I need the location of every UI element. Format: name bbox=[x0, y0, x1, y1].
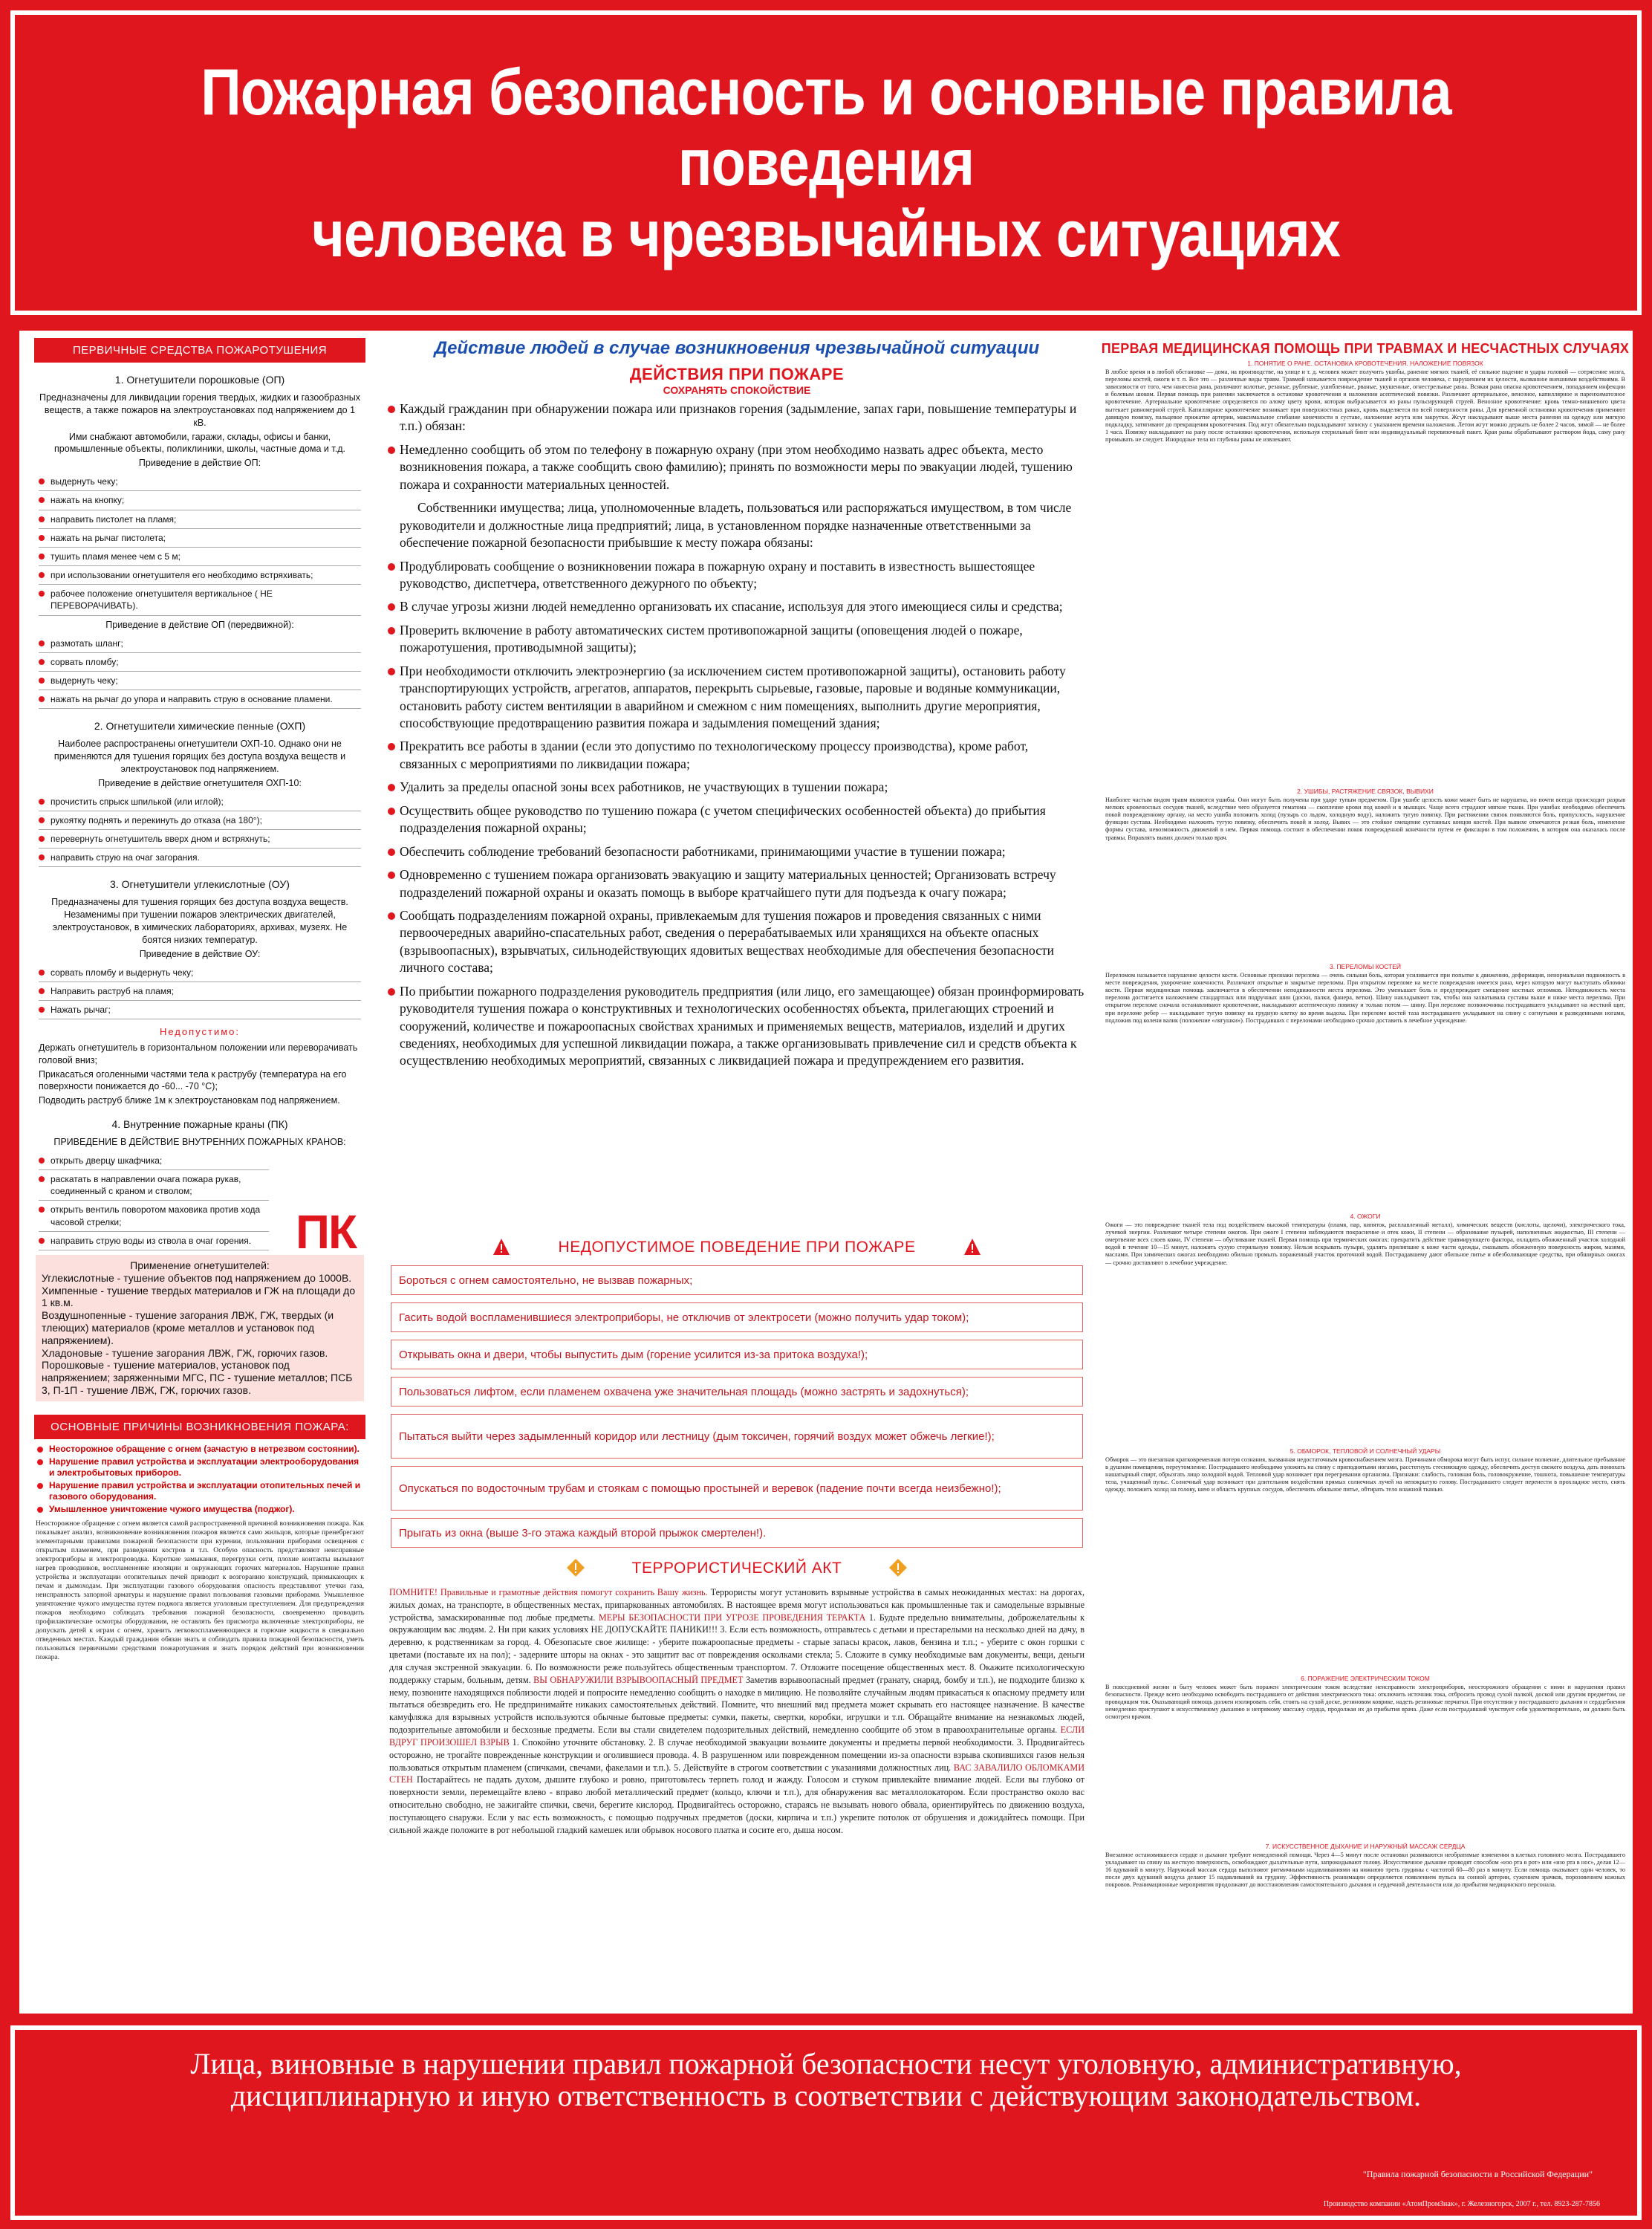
list-item: нажать на рычаг пистолета; bbox=[39, 529, 361, 548]
op-steps2 bbox=[39, 635, 361, 710]
left-column bbox=[28, 334, 371, 2011]
fire-paragraph: Осуществить общее руководство по тушению пожара (с учетом специфических особенностей объекта) до прибытия подразделения пожарной охраны; bbox=[388, 802, 1089, 837]
list-item: тушить пламя менее чем с 5 м; bbox=[39, 548, 361, 566]
warning-icon bbox=[963, 1237, 982, 1256]
aid-heading: 6. ПОРАЖЕНИЕ ЭЛЕКТРИЧЕСКИМ ТОКОМ bbox=[1301, 1675, 1430, 1682]
cause-item: Нарушение правил устройства и эксплуатации электрооборудования и электробытовых приборов. bbox=[36, 1456, 364, 1479]
list-item: сорвать пломбу; bbox=[39, 653, 361, 672]
banned-item: Пользоваться лифтом, если пламенем охвачена уже значительная площадь (можно застрять и задохнуться); bbox=[391, 1377, 1083, 1406]
pk-subtitle: ПРИВЕДЕНИЕ В ДЕЙСТВИЕ ВНУТРЕННИХ ПОЖАРНЫХ КРАНОВ: bbox=[53, 1137, 346, 1148]
ou-steps bbox=[39, 964, 361, 1020]
ohp-desc: Наиболее распространены огнетушители ОХП-10. Однако они не применяются для тушения горящих без доступа воздуха веществ и электроустановок под напряжением. bbox=[53, 739, 346, 774]
aid-text: Внезапное остановившееся сердце и дыхание требуют немедленной помощи. Через 4—5 минут после остановки развиваются необратимые изменения в клетках головного мозга. Пострадавшего укладывают на спину на жесткую поверхность, освобождают дыхательные пути, запрокидывают голову. Искусственное дыхание проводят способом «изо рта в рот» или «изо рта в нос», делая 12—16 вдуваний в минуту. Наружный массаж сердца выполняют ритмичными надавливаниями на нижнюю треть грудины с частотой 60—80 раз в минуту. Если помощь оказывает один человек, то после двух вдуваний воздуха делают 15 надавливаний на грудину. Эффективность реанимации определяется появлением пульса на сонной артерии, сужением зрачков, порозовением кожных покровов. Реанимационные мероприятия продолжают до восстановления самостоятельного дыхания и сердечной деятельности или до прибытия медицинского персонала. bbox=[1105, 1852, 1625, 1889]
usage-line: Химпенные - тушение твердых материалов и ГЖ на площади до 1 кв.м. bbox=[42, 1284, 356, 1309]
list-item: при использовании огнетушителя его необходимо встряхивать; bbox=[39, 566, 361, 585]
fire-paragraph: Проверить включение в работу автоматических систем противопожарной защиты (оповещения людей о пожаре, пожаротушения, противодымной защиты); bbox=[388, 622, 1089, 657]
aid-heading: 1. ПОНЯТИЕ О РАНЕ. ОСТАНОВКА КРОВОТЕЧЕНИЯ. НАЛОЖЕНИЕ ПОВЯЗОК bbox=[1247, 360, 1483, 367]
fire-paragraph: В случае угрозы жизни людей немедленно организовать их спасание, используя для этого имеющиеся силы и средства; bbox=[388, 598, 1089, 615]
usage-title: Применение огнетушителей: bbox=[130, 1259, 270, 1272]
list-item: нажать на рычаг до упора и направить струю в основание пламени. bbox=[39, 690, 361, 709]
fire-paragraph: Немедленно сообщить об этом по телефону в пожарную охрану (при этом необходимо назвать адрес объекта, место возникновения пожара, а также сообщить свою фамилию); принять по возможности меры по эвакуации людей, тушению пожара и сохранности материальных ценностей. bbox=[388, 441, 1089, 493]
ou-action: Приведение в действие ОУ: bbox=[139, 948, 261, 959]
op-steps bbox=[39, 473, 361, 616]
ou-warning: Держать огнетушитель в горизонтальном положении или переворачивать головой вниз; bbox=[39, 1042, 358, 1065]
terror-red: МЕРЫ БЕЗОПАСНОСТИ ПРИ УГРОЗЕ ПРОВЕДЕНИЯ ТЕРАКТА bbox=[598, 1612, 866, 1623]
fire-paragraph: Одновременно с тушением пожара организовать эвакуацию и защиту материальных ценностей; Организовать встречу подразделений пожарной охраны и оказать помощь в выборе кратчайшего пути для подъезда к очагу пожара; bbox=[388, 866, 1089, 901]
terror-body: Постарайтесь не падать духом, дышите глубоко и ровно, приготовьтесь терпеть голод и жажду. Голосом и стуком привлекайте внимание людей. Если вы глубоко от поверхности земли, перемещайте влево - вправо любой металлический предмет (кольцо, ключи и т.п.), для обнаружения вас металлолокатором. Если пространство около вас относительно свободно, не зажигайте спички, свечи, берегите кислород. Продвигайтесь осторожно, стараясь не вызывать нового обвала, ориентируйтесь по движению воздуха, поступающего снаружи. Если у вас есть возможность, с помощью подручных предметов (доски, кирпича и т.п.) укрепите потолок от обрушения и дожидайтесь помощи. При сильной жажде положите в рот небольшой гладкий камешек или обрывок носового платка и сосите его, дыша носом. bbox=[389, 1774, 1084, 1835]
poster-header bbox=[10, 10, 1642, 315]
fire-causes-tab: ОСНОВНЫЕ ПРИЧИНЫ ВОЗНИКНОВЕНИЯ ПОЖАРА: bbox=[34, 1415, 365, 1439]
cause-item: Умышленное уничтожение чужого имущества (поджог). bbox=[36, 1504, 364, 1515]
fire-paragraph: При необходимости отключить электроэнергию (за исключением систем противопожарной защиты), остановить работу транспортирующих устройств, агрегатов, аппаратов, перекрыть сырьевые, газовые, паровые и водяные коммуникации, остановить работу систем вентиляции в аварийном и смежном с ним помещениях, выполнить другие мероприятия, способствующие предотвращению развития пожара и задымления помещений здания; bbox=[388, 663, 1089, 733]
first-aid-title: ПЕРВАЯ МЕДИЦИНСКАЯ ПОМОЩЬ ПРИ ТРАВМАХ И НЕСЧАСТНЫХ СЛУЧАЯХ bbox=[1101, 341, 1630, 356]
aid-heading: 5. ОБМОРОК, ТЕПЛОВОЙ И СОЛНЕЧНЫЙ УДАРЫ bbox=[1290, 1447, 1441, 1455]
usage-line: Углекислотные - тушение объектов под напряжением до 1000В. bbox=[42, 1271, 352, 1284]
list-item: выдернуть чеку; bbox=[39, 473, 361, 491]
footer-note: "Правила пожарной безопасности в Российской Федерации" bbox=[1362, 2169, 1593, 2179]
banned-behavior-banner bbox=[380, 1234, 1093, 1261]
extinguishers-section bbox=[28, 373, 371, 1250]
list-item: перевернуть огнетушитель вверх дном и встряхнуть; bbox=[39, 830, 361, 849]
fire-paragraph: Обеспечить соблюдение требований безопасности работниками, принимающими участие в тушении пожара; bbox=[388, 843, 1089, 860]
warning-icon bbox=[492, 1237, 511, 1256]
list-item: направить струю на очаг загорания. bbox=[39, 849, 361, 867]
emergency-actions-title: Действие людей в случае возникновения чрезвычайной ситуации bbox=[434, 338, 1040, 358]
list-item: открыть дверцу шкафчика; bbox=[39, 1152, 269, 1170]
list-item: сорвать пломбу и выдернуть чеку; bbox=[39, 964, 361, 982]
terror-body: 1. Будьте предельно внимательны, доброжелательны к окружающим вас людям. 2. Ни при каких условиях НЕ ДОПУСКАЙТЕ ПАНИКИ!!! 3. Если есть возможность, отправьтесь с детьми и престарелыми на несколько дней на дачу, в деревню, к родственникам за город. 4. Обезопасьте свое жилище: - уберите пожароопасные предметы - старые запасы красок, лаков, бензина и т.п.; - уберите с окон горшки с цветами (поставьте их на пол); - задерните шторы на окнах - это защитит вас от повреждения осколками стекла; 5. Сложите в сумку необходимые вам документы, вещи, деньги для случая экстренной эвакуации. 6. По возможности реже пользуйтесь общественным транспортом. 7. Отложите посещение общественных мест. 8. Окажите психологическую поддержку старым, больным, детям. bbox=[389, 1612, 1085, 1685]
poster-title: Пожарная безопасность и основные правила поведения человека в чрезвычайных ситуациях bbox=[201, 55, 1451, 270]
op-action2: Приведение в действие ОП (передвижной): bbox=[105, 619, 294, 630]
causes-body-text: Неосторожное обращение с огнем является самой распространенной причиной возникновения пожара. Как показывает анализ, возникновение возникновения пожаров является само жильцов, которые пренебрегают элементарными правилами пожарной безопасности при курении, пользовании приборами освещения с открытым пламенем, при разведении костров и т.п. Особую опасность представляют неисправные электроприборы и электропроводка. Короткие замыкания, перегрузки сети, плохие контакты вызывают нагрев проводников, воспламенение изоляции и окружающих горючих материалов. Нарушение правил устройства и эксплуатации отопительных печей приводит к возгоранию конструкций, примыкающих к печам и дымоходам. При эксплуатации газового оборудования опасность представляют утечки газа, неисправность запорной арматуры и нарушение правил пользования газовыми приборами. Умышленное уничтожение чужого имущества путем поджога является уголовным преступлением. Для предупреждения пожаров необходимо соблюдать требования пожарной безопасности, своевременно проводить профилактические осмотры оборудования, не оставлять без присмотра включенные электроприборы, не допускать детей к играм с огнем, хранить легковоспламеняющиеся и горючие жидкости в специально отведенных местах. Каждый гражданин обязан знать и соблюдать правила пожарной безопасности, уметь пользоваться первичными средствами пожаротушения и знать порядок действий при возникновении пожара. bbox=[36, 1519, 364, 1661]
banned-item: Опускаться по водосточным трубам и стоякам с помощью простыней и веревок (падение почти всегда неизбежно!); bbox=[391, 1466, 1083, 1511]
list-item: направить струю воды из ствола в очаг горения. bbox=[39, 1232, 269, 1250]
ou-warning: Прикасаться оголенными частями тела к раструбу (температура на его поверхности понижается до -60... -70 °С); bbox=[39, 1068, 347, 1092]
liability-text: Лица, виновные в нарушении правил пожарной безопасности несут уголовную, административную, дисциплинарную и иную ответственность в соответствии с действующим законодательством. bbox=[190, 2047, 1462, 2113]
op-title: 1. Огнетушители порошковые (ОП) bbox=[114, 374, 285, 386]
ou-desc: Предназначены для тушения горящих без доступа воздуха веществ. Незаменимы при тушении пожаров электрических двигателей, электроустановок, в химических лабораториях, архивах, музеях. Не боятся низких температур. bbox=[51, 897, 348, 945]
aid-heading: 2. УШИБЫ, РАСТЯЖЕНИЕ СВЯЗОК, ВЫВИХИ bbox=[1297, 788, 1434, 795]
ou-warning-title: Недопустимо: bbox=[159, 1026, 241, 1038]
list-item: нажать на кнопку; bbox=[39, 491, 361, 510]
pk-logo: ПК bbox=[296, 1205, 357, 1259]
ohp-steps bbox=[39, 793, 361, 868]
diamond-warning-icon bbox=[888, 1558, 908, 1577]
list-item: раскатать в направлении очага пожара рукав, соединенный с краном и стволом; bbox=[39, 1170, 269, 1201]
terror-banner bbox=[380, 1555, 1093, 1582]
fire-paragraph: Прекратить все работы в здании (если это допустимо по технологическому процессу производства), кроме работ, связанных с мероприятиями по ликвидации пожара; bbox=[388, 738, 1089, 773]
aid-heading: 4. ОЖОГИ bbox=[1350, 1213, 1381, 1220]
list-item: прочистить спрыск шпилькой (или иглой); bbox=[39, 793, 361, 811]
banned-item: Бороться с огнем самостоятельно, не вызвав пожарных; bbox=[391, 1265, 1083, 1295]
list-item: направить пистолет на пламя; bbox=[39, 510, 361, 529]
aid-text: Обморок — это внезапная кратковременная потеря сознания, вызванная недостаточным кровоснабжением мозга. Причинами обморока могут быть испуг, сильное волнение, длительное пребывание в душном помещении, переутомление. Пострадавшего необходимо уложить на спину с приподнятыми ногами, расстегнуть стесняющую одежду, обеспечить доступ свежего воздуха, дать понюхать нашатырный спирт, обрызгать лицо холодной водой. Тепловой удар возникает при перегревании организма. Признаки: слабость, головная боль, головокружение, тошнота, повышение температуры тела, учащенный пульс. Солнечный удар возникает при длительном воздействии прямых солнечных лучей на непокрытую голову. Пострадавшего следует перенести в прохладное место, снять одежду, положить холод на голову, шею и область крупных сосудов, обеспечить обильное питье, обтирать тело влажной тканью. bbox=[1105, 1456, 1625, 1493]
fire-actions-subtitle: СОХРАНЯТЬ СПОКОЙСТВИЕ bbox=[663, 384, 811, 396]
banned-item: Открывать окна и двери, чтобы выпустить дым (горение усилится из-за притока воздуха!); bbox=[391, 1340, 1083, 1369]
terror-body: Заметив взрывоопасный предмет (гранату, снаряд, бомбу и т.п.), не подходите близко к нему, позвоните находящихся поблизости людей и попросите немедленно сообщить о находке в милицию. Не позволяйте случайным людям прикасаться к опасному предмету или пытаться обезвредить его. Не предпринимайте никаких самостоятельных действий. Помните, что внешний вид предмета может скрывать его настоящее назначение. В качестве камуфляжа для взрывных устройств используются обычные бытовые предметы: сумки, пакеты, свертки, коробки, игрушки и т.п. Обращайте внимание на незнакомых людей, подозрительные автомобили и бесхозные предметы. Если вы стали свидетелем подозрительных действий, немедленно сообщите об этом в правоохранительные органы. bbox=[389, 1674, 1085, 1736]
aid-heading: 3. ПЕРЕЛОМЫ КОСТЕЙ bbox=[1329, 963, 1402, 970]
terror-title: ТЕРРОРИСТИЧЕСКИЙ АКТ bbox=[631, 1560, 842, 1577]
cause-item: Нарушение правил устройства и эксплуатации отопительных печей и газового оборудования. bbox=[36, 1480, 364, 1502]
right-column bbox=[1101, 334, 1630, 2011]
fire-actions-title: ДЕЙСТВИЯ ПРИ ПОЖАРЕ bbox=[629, 365, 845, 383]
terror-red: ЕСЛИ ВДРУГ ПРОИЗОШЕЛ ВЗРЫВ bbox=[389, 1725, 1085, 1748]
terror-red: ВАС ЗАВАЛИЛО ОБЛОМКАМИ СТЕН bbox=[389, 1762, 1085, 1785]
aid-text: Ожоги — это повреждение тканей тела под воздействием высокой температуры (пламя, пар, кипяток, расплавленный металл), химических веществ (кислоты, щелочи), электрического тока, лучевой энергии. Различают четыре степени ожогов. При ожоге I степени наблюдаются покраснение и отек кожи, II степени — образование пузырей, наполненных жидкостью, III степени — омертвение всех слоев кожи, IV степени — обугливание тканей. Первая помощь при термических ожогах: прекратить действие травмирующего фактора, охладить обожженный участок холодной водой в течение 10—15 минут, наложить сухую стерильную повязку. Нельзя вскрывать пузыри, удалять прилипшие к коже части одежды, смазывать обожженную поверхность жиром, мазями, маслами. При химических ожогах необходимо обильно промыть пораженный участок проточной водой. Пострадавшему дают обильное питье и обезболивающие средства, при обширных ожогах — срочно доставляют в лечебное учреждение. bbox=[1105, 1221, 1625, 1266]
primary-extinguishing-tab: ПЕРВИЧНЫЕ СРЕДСТВА ПОЖАРОТУШЕНИЯ bbox=[34, 338, 365, 363]
center-column bbox=[380, 334, 1093, 2011]
banned-item: Гасить водой воспламенившиеся электроприборы, не отключив от электросети (можно получить удар током); bbox=[391, 1302, 1083, 1332]
list-item: Нажать рычаг; bbox=[39, 1001, 361, 1019]
aid-text: Наиболее частым видом травм являются ушибы. Они могут быть получены при ударе тупым предметом. При ушибе целость кожи может быть не нарушена, но почти всегда происходит разрыв мелких кровеносных сосудов тканей, вследствие чего образуется гематома — скопление крови под кожей и в мышцах. Чаще всего страдают мягкие ткани. При ушибах необходимо обеспечить покой поврежденному органу, на место ушиба положить холод (пузырь со льдом, холодную воду), наложить тугую повязку. При растяжении связок появляются боль, припухлость, нарушение функции сустава. Необходимо наложить тугую повязку, обеспечить покой и холод. Вывих — это стойкое смещение суставных концов костей. При вывихе отмечаются резкая боль, изменение формы сустава, невозможность движений в нем. Первая помощь состоит в обеспечении покоя поврежденной конечности путем ее фиксации в том положении, в котором она оказалась после травмы. Вправлять вывих должен только врач. bbox=[1105, 796, 1625, 841]
pk-steps bbox=[39, 1152, 269, 1250]
terror-body: Террористы могут установить взрывные устройства в самых неожиданных местах: на дорогах, жилых домах, на транспорте, в общественных местах, припаркованных автомобилях. В настоящее время могут использоваться как промышленные так и самодельные взрывные устройства, замаскированные под любые предметы. bbox=[389, 1587, 1085, 1623]
banned-behavior-title: НЕДОПУСТИМОЕ ПОВЕДЕНИЕ ПРИ ПОЖАРЕ bbox=[558, 1239, 916, 1256]
usage-line: Хладоновые - тушение загорания ЛВЖ, ГЖ, горючих газов. bbox=[42, 1346, 328, 1359]
fire-actions-text bbox=[380, 400, 1093, 1230]
list-item: рабочее положение огнетушителя вертикальное ( НЕ ПЕРЕВОРАЧИВАТЬ). bbox=[39, 585, 361, 615]
ohp-action: Приведение в действие огнетушителя ОХП-10: bbox=[98, 777, 302, 788]
cause-item: Неосторожное обращение с огнем (зачастую в нетрезвом состоянии). bbox=[36, 1444, 364, 1455]
ohp-title: 2. Огнетушители химические пенные (ОХП) bbox=[94, 720, 306, 733]
list-item: рукоятку поднять и перекинуть до отказа (на 180°); bbox=[39, 811, 361, 830]
list-item: размотать шланг; bbox=[39, 635, 361, 653]
extinguisher-usage-box bbox=[36, 1255, 364, 1401]
terror-text bbox=[380, 1586, 1093, 1936]
first-aid-sections bbox=[1101, 360, 1630, 2000]
aid-text: В любое время и в любой обстановке — дома, на производстве, на улице и т. д. человек может получить ушибы, ранение мягких тканей, её сильное падение и удары головой — сотрясение мозга, переломы костей, ожоги и т. п. Все это — различные виды травм. Травмой называется повреждение тканей и органов человека, с нарушением их целости, вызванное внешними воздействиями. В зависимости от того, чем нанесена рана, различают колотые, резаные, рубленые, ушибленные, рваные, укушенные, огнестрельные раны. Всякая рана опасна кровотечением, попаданием инфекции и болевым шоком. Первая помощь при ранении заключается в остановке кровотечения и наложении асептической повязки. Различают артериальное, венозное, капиллярное и паренхиматозное кровотечение. Артериальное кровотечение определяется по алому цвету крови, которая выбрасывается из раны пульсирующей струей. Венозное кровотечение: кровь темно-вишневого цвета вытекает равномерной струей. Капиллярное кровотечение возникает при поверхностных ранах, кровь выделяется по всей поверхности раны. Для временной остановки кровотечения применяют давящую повязку, пальцевое прижатие артерии, максимальное сгибание конечности в суставе, наложение жгута или закрутки. Жгут накладывают выше места ранения на одежду или мягкую подкладку, затягивают до прекращения кровотечения. Под жгут обязательно подкладывают записку с указанием времени наложения. Летом жгут можно держать не более 2 часов, зимой — не более 1 часа. Повязку накладывают на рану после остановки кровотечения, используя стерильный бинт или индивидуальный перевязочный пакет. Края раны обрабатывают раствором йода, саму рану промывать не следует. Инородные тела из глубины раны не извлекают. bbox=[1105, 369, 1625, 443]
ou-title: 3. Огнетушители углекислотные (ОУ) bbox=[110, 878, 290, 891]
poster-footer bbox=[10, 2025, 1642, 2220]
fire-causes-list bbox=[36, 1444, 364, 1515]
aid-text: В повседневной жизни и быту человек может быть поражен электрическим током вследствие неисправности электроприборов, неосторожного обращения с ними и нарушения правил безопасности. Прежде всего необходимо освободить пострадавшего от действия электрического тока: отключить источник тока, отбросить провод сухой палкой, доской или другим предметом, не проводящим ток. Оказывающий помощь должен изолировать себя, стоять на сухой доске, резиновом коврике, надеть резиновые перчатки. При отсутствии у пострадавшего дыхания и сердцебиения немедленно приступают к искусственному дыханию и непрямому массажу сердца, продолжая их до прибытия врача. Даже если пострадавший чувствует себя удовлетворительно, он должен быть осмотрен врачом. bbox=[1105, 1684, 1625, 1721]
footer-producer: Производство компании «АтомПромЗнак», г. Железногорск, 2007 г., тел. 8923-287-7856 bbox=[1323, 2200, 1600, 2208]
banned-item: Пытаться выйти через задымленный коридор или лестницу (дым токсичен, горячий воздух может обжечь легкие!); bbox=[391, 1414, 1083, 1459]
fire-paragraph: Удалить за пределы опасной зоны всех работников, не участвующих в тушении пожара; bbox=[388, 779, 1089, 796]
terror-red: ПОМНИТЕ! Правильные и грамотные действия помогут сохранить Вашу жизнь. bbox=[389, 1587, 708, 1597]
diamond-warning-icon bbox=[566, 1558, 585, 1577]
fire-paragraph: По прибытии пожарного подразделения руководитель предприятия (или лицо, его замещающее) обязан проинформировать руководителя тушения пожара о конструктивных и технологических особенностях объекта, прилегающих строений и сооружений, количестве и пожароопасных свойствах хранимых и применяемых веществ, материалов, изделий и других сведениях, необходимых для успешной ликвидации пожара, а также организовывать привлечение сил и средств объекта к осуществлению необходимых мероприятий, связанных с ликвидацией пожара и предупреждением его развития. bbox=[388, 983, 1089, 1070]
fire-paragraph: Сообщать подразделениям пожарной охраны, привлекаемым для тушения пожаров и проведения связанных с ними первоочередных аварийно-спасательных работ, сведения о перерабатываемых или хранящихся на объекте опасных (взрывоопасных), взрывчатых, сильнодействующих ядовитых веществах необходимые для обеспечения безопасности личного состава; bbox=[388, 907, 1089, 977]
fire-paragraph: Собственники имущества; лица, уполномоченные владеть, пользоваться или распоряжаться имуществом, в том числе руководители и должностные лица предприятий; лица, в установленном порядке назначенные ответственными за обеспечение пожарной безопасности прибывшие к месту пожара обязаны: bbox=[400, 500, 1072, 551]
op-desc: Предназначены для ликвидации горения твердых, жидких и газообразных веществ, а также пожаров на электроустановках под напряжением до 1 кВ. bbox=[39, 392, 361, 428]
terror-body: 1. Спокойно уточните обстановку. 2. В случае необходимой эвакуации возьмите документы и предметы первой необходимости. 3. Продвигайтесь осторожно, не трогайте поврежденные конструкции и оголившиеся провода. 4. В разрушенном или поврежденном помещении из-за опасности взрыва скопившихся газов нельзя пользоваться открытым пламенем (спичками, свечами, факелами и т.п.). 5. Действуйте в строгом соответствии с указаниями должностных лиц. bbox=[389, 1736, 1084, 1773]
fire-paragraph: Каждый гражданин при обнаружении пожара или признаков горения (задымление, запах гари, повышение температуры и т.п.) обязан: bbox=[388, 400, 1089, 435]
aid-text: Переломом называется нарушение целости кости. Основные признаки перелома — очень сильная боль, которая усиливается при попытке к движению, деформация, ненормальная подвижность в месте повреждения, укорочение конечности. Различают открытые и закрытые переломы. При открытом переломе на месте повреждения имеется рана, через которую могут выступать обломки кости. Первая медицинская помощь заключается в обеспечении неподвижности места перелома. Это уменьшает боль и предупреждает смещение костных отломков. Неподвижность места перелома достигается наложением стандартных или подручных шин (доски, палки, фанера, ветки). Шину накладывают так, чтобы она захватывала суставы выше и ниже места перелома. При открытом переломе сначала останавливают кровотечение, накладывают асептическую повязку и только потом — шину. При переломе позвоночника пострадавшего укладывают на жесткий щит, при переломе ребер — накладывают тугую повязку на грудную клетку во время выдоха. При переломе костей таза пострадавшего укладывают на спину с согнутыми и разведенными ногами, подложив под колени валик (положение «лягушки»). Пострадавших с переломами необходимо срочно доставить в лечебное учреждение. bbox=[1105, 972, 1625, 1024]
banned-item: Прыгать из окна (выше 3-го этажа каждый второй прыжок смертелен!). bbox=[391, 1518, 1083, 1548]
ou-warning: Подводить раструб ближе 1м к электроустановкам под напряжением. bbox=[39, 1095, 340, 1106]
poster-body bbox=[19, 331, 1633, 2014]
op-desc2: Ими снабжают автомобили, гаражи, склады, офисы и банки, промышленные объекты, поликлиники, школы, частные дома и т.д. bbox=[54, 431, 345, 455]
pk-title: 4. Внутренние пожарные краны (ПК) bbox=[111, 1118, 288, 1131]
usage-line: Порошковые - тушение материалов, установок под напряжением; заряженными МГС, ПС - тушение металлов; ПСБ 3, П-1П - тушение ЛВЖ, ГЖ, горючих газов. bbox=[42, 1359, 353, 1397]
list-item: выдернуть чеку; bbox=[39, 672, 361, 690]
list-item: открыть вентиль поворотом маховика против хода часовой стрелки; bbox=[39, 1201, 269, 1231]
terror-red: ВЫ ОБНАРУЖИЛИ ВЗРЫВООПАСНЫЙ ПРЕДМЕТ bbox=[533, 1674, 744, 1685]
aid-heading: 7. ИСКУССТВЕННОЕ ДЫХАНИЕ И НАРУЖНЫЙ МАССАЖ СЕРДЦА bbox=[1265, 1843, 1466, 1850]
usage-line: Воздушнопенные - тушение загорания ЛВЖ, ГЖ, твердых (и тлеющих) материалов (кроме металлов и установок под напряжением). bbox=[42, 1309, 334, 1346]
fire-paragraph: Продублировать сообщение о возникновении пожара в пожарную охрану и поставить в известность вышестоящее руководство, диспетчера, ответственного дежурного по объекту; bbox=[388, 558, 1089, 593]
list-item: Направить раструб на пламя; bbox=[39, 982, 361, 1001]
op-action: Приведение в действие ОП: bbox=[138, 458, 261, 469]
